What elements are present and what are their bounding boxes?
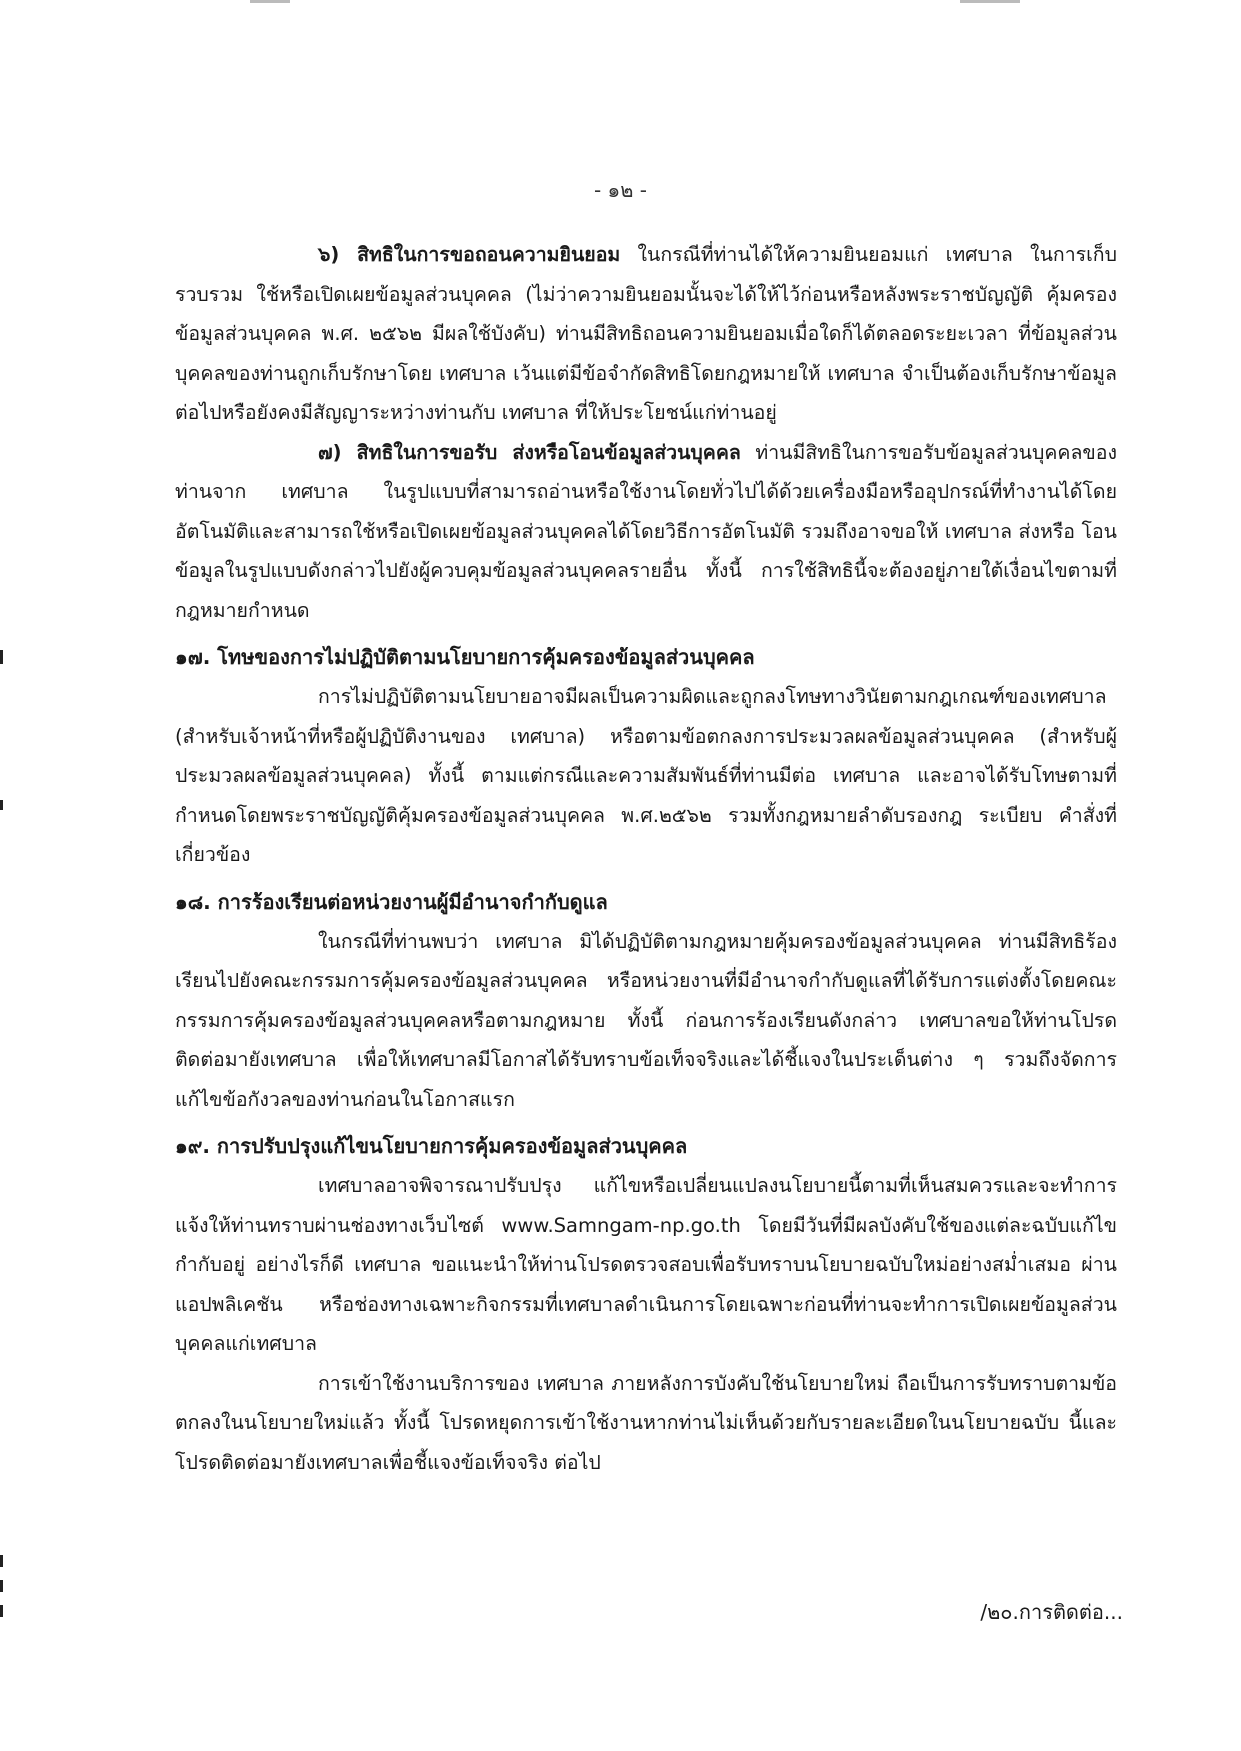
paragraph-title: ๖) สิทธิในการขอถอนความยินยอม xyxy=(318,243,621,266)
scan-edge-mark xyxy=(0,650,3,664)
paragraph-title: ๗) สิทธิในการขอรับ ส่งหรือโอนข้อมูลส่วนบุคคล xyxy=(318,440,741,464)
paragraph-section-17: การไม่ปฏิบัติตามนโยบายอาจมีผลเป็นความผิดและถูกลงโทษทางวินัยตามกฎเกณฑ์ของเทศบาล (สำหรับเจ้าหน้าที่หรือผู้ปฏิบัติงานของ เทศบาล) หรือตามข้อตกลงการประมวลผลข้อมูลส่วนบุคคล (สำหรับผู้ประมวลผลข้อมูลส่วนบุคคล) ทั้งนี้ ตามแต่กรณีและความสัมพันธ์ที่ท่านมีต่อ เทศบาล และอาจได้รับโทษตามที่กำหนดโดยพระราชบัญญัติคุ้มครองข้อมูลส่วนบุคคล พ.ศ.๒๕๖๒ รวมทั้งกฎหมายลำดับรองกฎ ระเบียบ คำสั่งที่เกี่ยวข้อง xyxy=(175,685,1117,866)
paragraph-right-6 xyxy=(175,235,1117,433)
scan-edge-mark xyxy=(0,1555,3,1567)
scan-edge-mark xyxy=(0,800,3,810)
section-heading-19: ๑๙. การปรับปรุงแก้ไขนโยบายการคุ้มครองข้อมูลส่วนบุคคล xyxy=(175,1134,688,1158)
continuation-reference: /๒๐.การติดต่อ... xyxy=(980,1600,1123,1624)
scan-edge-mark xyxy=(0,1605,3,1617)
section-heading-17: ๑๗. โทษของการไม่ปฏิบัติตามนโยบายการคุ้มครองข้อมูลส่วนบุคคล xyxy=(175,645,755,669)
scan-top-edge xyxy=(0,0,1241,6)
paragraph-text: ท่านมีสิทธิในการขอรับข้อมูลส่วนบุคคลของท่านจาก เทศบาล ในรูปแบบที่สามารถอ่านหรือใช้งานโดยทั่วไปได้ด้วยเครื่องมือหรืออุปกรณ์ที่ทำงานได้โดยอัตโนมัติและสามารถใช้หรือเปิดเผยข้อมูลส่วนบุคคลได้โดยวิธีการอัตโนมัติ รวมถึงอาจขอให้ เทศบาล ส่งหรือ โอนข้อมูลในรูปแบบดังกล่าวไปยังผู้ควบคุมข้อมูลส่วนบุคคลรายอื่น ทั้งนี้ การใช้สิทธินี้จะต้องอยู่ภายใต้เงื่อนไขตามที่กฎหมายกำหนด xyxy=(175,440,1117,622)
section-heading-18: ๑๘. การร้องเรียนต่อหน่วยงานผู้มีอำนาจกำกับดูแล xyxy=(175,889,608,914)
page-number: - ๑๒ - xyxy=(593,178,648,202)
paragraph-section-19-1: เทศบาลอาจพิจารณาปรับปรุง แก้ไขหรือเปลี่ยนแปลงนโยบายนี้ตามที่เห็นสมควรและจะทำการแจ้งให้ท่านทราบผ่านช่องทางเว็บไซต์ www.Samngam-np.go.th โดยมีวันที่มีผลบังคับใช้ของแต่ละฉบับแก้ไขกำกับอยู่ อย่างไรก็ดี เทศบาล ขอแนะนำให้ท่านโปรดตรวจสอบเพื่อรับทราบนโยบายฉบับใหม่อย่างสม่ำเสมอ ผ่านแอปพลิเคชัน หรือช่องทางเฉพาะกิจกรรมที่เทศบาลดำเนินการโดยเฉพาะก่อนที่ท่านจะทำการเปิดเผยข้อมูลส่วนบุคคลแก่เทศบาล xyxy=(175,1174,1117,1355)
scan-edge-mark xyxy=(0,1580,3,1592)
document-body xyxy=(175,235,1117,1482)
scan-artifact xyxy=(960,0,1020,3)
paragraph-section-18: ในกรณีที่ท่านพบว่า เทศบาล มิได้ปฏิบัติตามกฎหมายคุ้มครองข้อมูลส่วนบุคคล ท่านมีสิทธิร้องเรียนไปยังคณะกรรมการคุ้มครองข้อมูลส่วนบุคคล หรือหน่วยงานที่มีอำนาจกำกับดูแลที่ได้รับการแต่งตั้งโดยคณะกรรมการคุ้มครองข้อมูลส่วนบุคคลหรือตามกฎหมาย ทั้งนี้ ก่อนการร้องเรียนดังกล่าว เทศบาลขอให้ท่านโปรดติดต่อมายังเทศบาล เพื่อให้เทศบาลมีโอกาสได้รับทราบข้อเท็จจริงและได้ชี้แจงในประเด็นต่าง ๆ รวมถึงจัดการแก้ไขข้อกังวลของท่านก่อนในโอกาสแรก xyxy=(175,929,1117,1111)
paragraph-section-19-2: การเข้าใช้งานบริการของ เทศบาล ภายหลังการบังคับใช้นโยบายใหม่ ถือเป็นการรับทราบตามข้อตกลงในนโยบายใหม่แล้ว ทั้งนี้ โปรดหยุดการเข้าใช้งานหากท่านไม่เห็นด้วยกับรายละเอียดในนโยบายฉบับ นี้และโปรดติดต่อมายังเทศบาลเพื่อชี้แจงข้อเท็จจริง ต่อไป xyxy=(175,1371,1117,1474)
scan-artifact xyxy=(250,0,290,3)
paragraph-right-7 xyxy=(175,433,1117,631)
paragraph-text: ในกรณีที่ท่านได้ให้ความยินยอมแก่ เทศบาล ในการเก็บรวบรวม ใช้หรือเปิดเผยข้อมูลส่วนบุคคล (ไม่ว่าความยินยอมนั้นจะได้ให้ไว้ก่อนหรือหลังพระราชบัญญัติ คุ้มครองข้อมูลส่วนบุคคล พ.ศ. ๒๕๖๒ มีผลใช้บังคับ) ท่านมีสิทธิถอนความยินยอมเมื่อใดก็ได้ตลอดระยะเวลา ที่ข้อมูลส่วนบุคคลของท่านถูกเก็บรักษาโดย เทศบาล เว้นแต่มีข้อจำกัดสิทธิโดยกฎหมายให้ เทศบาล จำเป็นต้องเก็บรักษาข้อมูลต่อไปหรือยังคงมีสัญญาระหว่างท่านกับ เทศบาล ที่ให้ประโยชน์แก่ท่านอยู่ xyxy=(175,243,1117,424)
